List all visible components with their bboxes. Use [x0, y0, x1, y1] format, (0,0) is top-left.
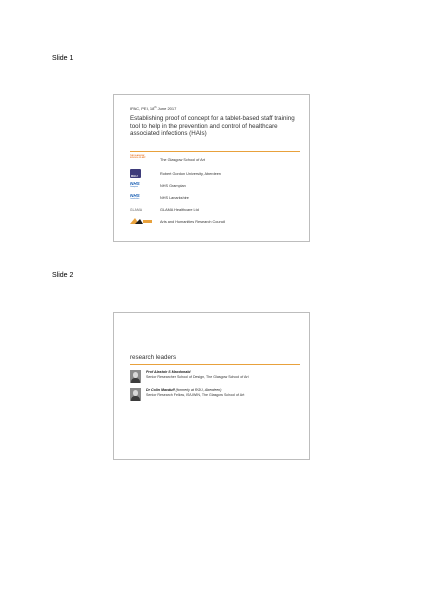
gsa-logo: THE GLASGOW SCHOOL OF ART: [130, 155, 146, 160]
partner-name: The Glasgow School of Art: [160, 158, 205, 162]
partner-name: GLAMA Healthcare Ltd: [160, 208, 199, 212]
partner-name: Arts and Humanities Research Council: [160, 220, 226, 224]
partner-name: NHS Grampian: [160, 184, 186, 188]
person-role: Senior Researcher School of Design, The Glasgow School of Art: [146, 375, 249, 379]
person-role: Senior Research Fellow, IS/UWIN, The Glasgow School of Art: [146, 393, 245, 397]
presentation-date: IPAC, PEI, 18th June 2017: [130, 106, 177, 111]
slide-1: [113, 94, 310, 242]
presentation-title: Establishing proof of concept for a tablet-based staff training tool to help in the prevention and control of healthcare associated infections (HAIs): [130, 115, 295, 138]
partner-row: [130, 155, 302, 166]
partner-name: Robert Gordon University, Aberdeen: [160, 172, 221, 176]
ahrc-logo: [130, 217, 150, 228]
person-name: Prof Alastair S Macdonald: [146, 370, 191, 374]
nhs-lanarkshire-logo: NHS Lanarkshire: [130, 193, 140, 200]
slide-2-label: Slide 2: [52, 272, 74, 279]
partner-row: [130, 181, 302, 192]
section-heading: research leaders: [130, 354, 177, 361]
person-entry: [130, 388, 302, 402]
partner-row: [130, 205, 302, 216]
heading-divider: [130, 364, 300, 365]
person-photo: [130, 388, 141, 401]
partner-name: NHS Lanarkshire: [160, 196, 189, 200]
person-entry: [130, 370, 302, 384]
slide-2: [113, 312, 310, 460]
person-photo: [130, 370, 141, 383]
partner-row: [130, 217, 302, 228]
title-divider: [130, 151, 300, 152]
rgu-logo: RGU: [130, 169, 141, 178]
slide-1-label: Slide 1: [52, 55, 74, 62]
partner-row: [130, 169, 302, 180]
nhs-grampian-logo: NHS Grampian: [130, 181, 140, 188]
person-name: Dr Colin Macduff (formerly at RGU, Aberdeen): [146, 388, 222, 392]
partner-row: [130, 193, 302, 204]
glama-logo: GLAMA: [130, 208, 143, 212]
